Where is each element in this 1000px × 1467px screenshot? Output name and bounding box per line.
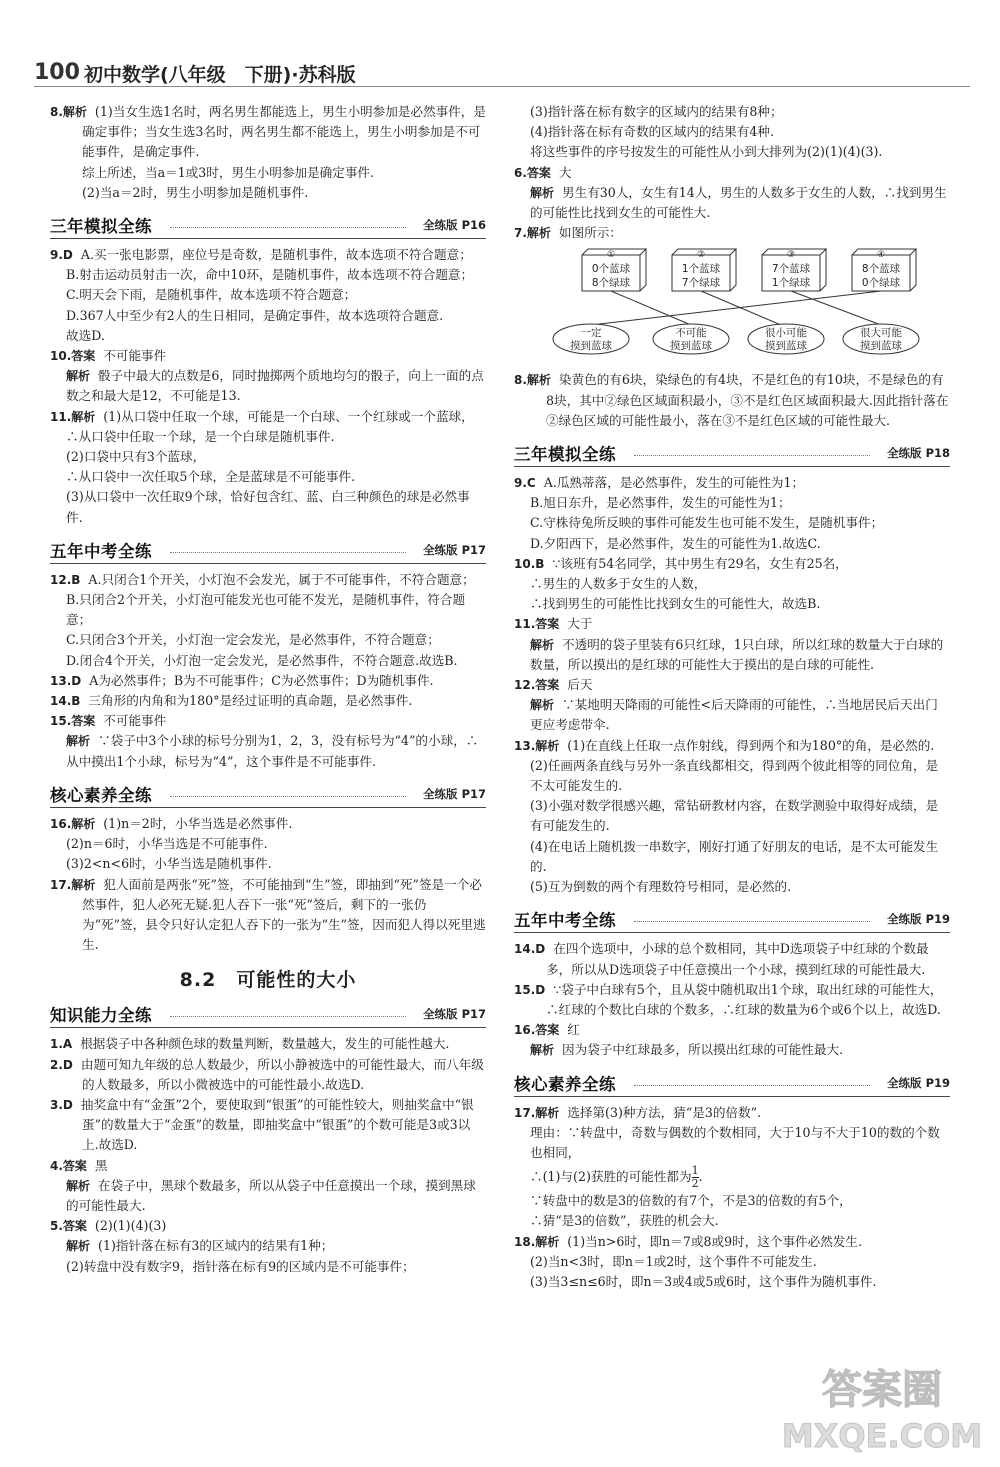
answer-text: 根据袋子中各种颜色球的数量判断，数量越大，发生的可能性越大.: [80, 1036, 450, 1052]
answer-q13: [50, 671, 486, 691]
answer-text: 不透明的袋子里装有6只红球，1只白球，所以红球的数量大于白球的数量，所以摸出的是红球的可能性大于摸出的是白球的可能性.: [530, 636, 944, 672]
oval-line: 摸到蓝球: [670, 340, 712, 353]
answer-text: (1)当n>6时，即n＝7或8或9时，这个事件必然发生.: [567, 1233, 863, 1249]
answer-q14: [50, 691, 486, 711]
analysis-label: 解析: [66, 734, 91, 749]
answer-p1: [50, 1034, 486, 1054]
question-number: 3.D: [50, 1097, 73, 1112]
page-number: 100: [34, 60, 80, 85]
book-title: 初中数学(八年级 下册)·苏科版: [84, 64, 356, 86]
answer-text: (2)当a＝2时，男生小明参加是随机事件.: [82, 184, 309, 200]
answer-text: (5)互为倒数的两个有理数符号相同，是必然的.: [530, 879, 792, 895]
answer-text: 因为袋子中红球最多，所以摸出红球的可能性最大.: [562, 1042, 844, 1058]
answer-text: ∵该班有54名同学，其中男生有29名，女生有25名，: [552, 555, 848, 571]
answer-text: D.夕阳西下，是必然事件，发生的可能性为1.故选C.: [530, 535, 821, 551]
answer-p15: [514, 980, 950, 1020]
answer-p7: [514, 223, 950, 243]
box-label: ③: [786, 250, 796, 261]
answer-text: (3)2<n<6时，小华当选是随机事件.: [66, 856, 272, 872]
question-number: 11.答案: [514, 617, 560, 632]
answer-p9: [514, 473, 950, 554]
answer-p13: [514, 736, 950, 898]
answer-text: 由题可知九年级的总人数最少，所以小静被选中的可能性最大，而八年级的人数最多，所以小微被选中的可能性最小.故选D.: [80, 1056, 484, 1092]
question-number: 11.解析: [50, 409, 96, 424]
oval-line: 摸到蓝球: [765, 340, 807, 353]
answer-text: D.367人中至少有2人的生日相同，是确定事件，故本选项符合题意.: [66, 307, 444, 323]
answer-p18: [514, 1232, 950, 1293]
answer-value: 不可能事件: [103, 713, 167, 729]
analysis-label: 解析: [66, 1239, 91, 1254]
answer-text: 三角形的内角和为180°是经过证明的真命题，是必然事件.: [88, 693, 413, 709]
box-label: ①: [606, 250, 616, 261]
answer-text: C.只闭合3个开关，小灯泡一定会发光，是必然事件，不符合题意；: [66, 632, 440, 648]
section-title: 核心素养全练: [514, 1074, 616, 1094]
section-title: 五年中考全练: [50, 541, 152, 561]
subsection-title: 8.2 可能性的大小: [179, 969, 357, 992]
question-number: 9.D: [50, 248, 73, 263]
answer-text: A为必然事件；B为不可能事件；C为必然事件；D为随机事件.: [89, 672, 434, 688]
oval-1: [553, 324, 629, 354]
question-number: 14.B: [50, 694, 81, 709]
box-line: 8个蓝球: [861, 263, 901, 276]
box-line: 0个绿球: [861, 277, 901, 290]
fraction-denominator: 2: [691, 1177, 699, 1191]
question-number: 18.解析: [514, 1234, 560, 1249]
section-header: [50, 212, 486, 239]
answer-text: (2)当n<3时，即n＝1或2时，这个事件不可能发生.: [530, 1253, 817, 1269]
answer-text: (1)从口袋中任取一个球，可能是一个白球、一个红球或一个蓝球，: [103, 408, 474, 424]
left-column: [50, 102, 486, 1277]
question-number: 4.答案: [50, 1158, 87, 1173]
answer-text: ∴(1)与(2)获胜的可能性都为: [530, 1169, 692, 1185]
question-number: 12.答案: [514, 678, 560, 693]
answer-text: (1)指针落在标有3的区域内的结果有1种；: [98, 1238, 334, 1254]
watermark-url: MXQE.COM: [781, 1417, 982, 1455]
answer-p14: [514, 939, 950, 979]
answer-text: 选择第(3)种方法，猜“是3的倍数”.: [567, 1104, 762, 1120]
answer-p17: [514, 1103, 950, 1232]
box-line: 7个绿球: [681, 277, 721, 290]
section-title: 核心素养全练: [50, 785, 152, 805]
fraction-numerator: 1: [691, 1164, 699, 1178]
answer-value: 黑: [94, 1157, 108, 1173]
dotted-leader: [170, 796, 406, 797]
box-1: [582, 249, 646, 291]
answer-text: B.射击运动员射击一次，命中10环，是随机事件，故本选项不符合题意；: [66, 267, 474, 283]
answer-p2: [50, 1055, 486, 1095]
answer-text: (3)当3≤n≤6时，即n＝3或4或5或6时，这个事件为随机事件.: [530, 1273, 877, 1289]
question-number: 17.解析: [514, 1105, 560, 1120]
section-page-ref: 全练版 P17: [419, 1006, 486, 1022]
answer-p6: [514, 163, 950, 224]
question-number: 8.解析: [50, 105, 87, 119]
answer-p11: [514, 614, 950, 675]
answer-p8: [514, 370, 950, 431]
question-number: 5.答案: [50, 1219, 87, 1234]
answer-text: (2)转盘中没有数字9，指针落在标有9的区域内是不可能事件；: [66, 1258, 415, 1274]
answer-value: 红: [567, 1022, 580, 1038]
box-3: [762, 249, 826, 291]
answer-text: ∴男生的人数多于女生的人数，: [530, 576, 707, 592]
answer-text: (3)从口袋中一次任取9个球，恰好包含红、蓝、白三种颜色的球是必然事件.: [66, 489, 470, 525]
answer-q9: [50, 245, 486, 346]
answer-text: A.瓜熟蒂落，是必然事件，发生的可能性为1；: [543, 475, 805, 491]
answer-p3: [50, 1095, 486, 1156]
answer-text: C.明天会下雨，是随机事件，故本选项不符合题意；: [66, 287, 357, 303]
dotted-leader: [170, 1016, 406, 1017]
answer-text: (4)在电话上随机拨一串数字，刚好打通了好朋友的电话，是不太可能发生的.: [530, 838, 939, 874]
answer-q15: [50, 711, 486, 772]
answer-q8: [50, 102, 486, 203]
answer-text: (1)当女生选1名时，两名男生都能选上，男生小明参加是必然事件，是确定事件；当女生选3名时，两名男生都不能选上，男生小明参加是不可能事件，是确定事件.: [82, 104, 486, 160]
analysis-label: 解析: [66, 369, 91, 384]
section-page-ref: 全练版 P19: [883, 1075, 950, 1091]
question-number: 9.C: [514, 476, 536, 491]
watermark-text: 答案圈: [822, 1367, 942, 1413]
answer-text: ∵袋子中3个小球的标号分别为1，2，3，没有标号为“4”的小球，∴从中摸出1个小球，标号为“4”，这个事件是不可能事件.: [66, 733, 479, 769]
section-header: [50, 1001, 486, 1028]
oval-line: 摸到蓝球: [860, 340, 902, 353]
answer-text: (4)指针落在标有奇数的区域内的结果有4种.: [530, 124, 774, 140]
answer-text: 在四个选项中，小球的总个数相同，其中D选项袋子中红球的个数最多，所以从D选项袋子中任意摸出一个小球，摸到红球的可能性最大.: [546, 941, 929, 977]
answer-value: 大: [558, 164, 572, 180]
dotted-leader: [170, 552, 406, 553]
question-number: 14.D: [514, 942, 546, 957]
section-page-ref: 全练版 P18: [883, 445, 950, 461]
answer-text: C.守株待兔所反映的事件可能发生也可能不发生，是随机事件；: [530, 515, 884, 531]
page-header: [34, 54, 970, 100]
answer-text: B.旭日东升，是必然事件，发生的可能性为1；: [530, 495, 791, 511]
answer-value: 后天: [567, 677, 593, 693]
answer-text: (1)在直线上任取一点作射线，得到两个和为180°的角，是必然的.: [567, 737, 935, 753]
section-header: [50, 781, 486, 808]
oval-line: 很大可能: [860, 327, 902, 340]
question-number: 13.解析: [514, 738, 560, 753]
question-number: 8.解析: [514, 373, 551, 388]
answer-text: 抽奖盒中有“金蛋”2个，要使取到“银蛋”的可能性较大，则抽奖盒中“银蛋”的数量大于“金蛋”的数量，即抽奖盒中“银蛋”的个数可能是3或3以上.故选D.: [80, 1096, 474, 1153]
answer-text: ∵某地明天降雨的可能性<后天降雨的可能性，∴当地居民后天出门更应考虑带伞.: [530, 697, 938, 733]
answer-value: (2)(1)(4)(3): [94, 1218, 167, 1234]
question-number: 7.解析: [514, 226, 551, 241]
answer-p10: [514, 554, 950, 615]
analysis-label: 解析: [66, 1178, 91, 1193]
answer-text: (3)指针落在标有数字的区域内的结果有8种；: [530, 104, 783, 119]
oval-line: 摸到蓝球: [570, 340, 612, 353]
answer-text: ∴从口袋中任取一个球，是一个白球是随机事件.: [66, 428, 335, 444]
box-line: 1个绿球: [771, 277, 811, 290]
section-header: [514, 906, 950, 933]
dotted-leader: [634, 921, 870, 922]
oval-line: 很小可能: [765, 327, 807, 340]
answer-text: 在袋子中，黑球个数最多，所以从袋子中任意摸出一个球，摸到黑球的可能性最大.: [66, 1177, 476, 1213]
answer-text: 犯人面前是两张“死”签，不可能抽到“生”签，即抽到“死”签是一个必然事件，犯人必死无疑.犯人吞下一张“死”签后，剩下的一张仍为“死”签，县令只好认定犯人吞下的一张为“生”签，因而犯人得以死里逃生.: [82, 876, 486, 953]
answer-q16: [50, 814, 486, 875]
section-header: [514, 1070, 950, 1097]
oval-line: 不可能: [675, 327, 707, 340]
oval-4: [843, 324, 919, 354]
answer-text: A.买一张电影票，座位号是奇数，是随机事件，故本选项不符合题意；: [80, 247, 472, 263]
box-line: 0个蓝球: [591, 263, 631, 276]
box-line: 8个绿球: [591, 277, 631, 290]
answer-text: .: [698, 1169, 703, 1185]
analysis-label: 解析: [530, 185, 555, 200]
answer-q17: [50, 875, 486, 956]
answer-p5-continued: [514, 102, 950, 163]
oval-2: [653, 324, 729, 354]
matching-diagram: [546, 247, 950, 366]
answer-p16: [514, 1020, 950, 1060]
answer-text: (1)n＝2时，小华当选是必然事件.: [103, 815, 293, 831]
answer-value: 不可能事件: [103, 348, 167, 364]
answer-text: 故选D.: [66, 327, 105, 343]
matching-diagram-svg: [546, 247, 936, 363]
answer-text: D.闭合4个开关，小灯泡一定会发光，是必然事件，不符合题意.故选B.: [66, 652, 458, 668]
answer-p5: [50, 1216, 486, 1277]
answer-text: ∴猜“是3的倍数”，获胜的机会大.: [530, 1213, 719, 1229]
box-line: 1个蓝球: [681, 263, 721, 276]
question-number: 17.解析: [50, 877, 96, 892]
answer-text: (3)小强对数学很感兴趣，常钻研教材内容，在数学测验中取得好成绩，是有可能发生的.: [530, 798, 939, 834]
dotted-leader: [170, 227, 406, 228]
box-label: ④: [876, 250, 886, 261]
answer-p4: [50, 1156, 486, 1217]
box-2: [672, 249, 736, 291]
answer-text: 骰子中最大的点数是6，同时抛掷两个质地均匀的骰子，向上一面的点数之和最大是12，不可能是13.: [66, 368, 484, 404]
dotted-leader: [634, 455, 870, 456]
section-page-ref: 全练版 P17: [419, 786, 486, 802]
answer-value: 大于: [567, 616, 593, 632]
section-title: 五年中考全练: [514, 911, 616, 931]
section-page-ref: 全练版 P16: [419, 217, 486, 233]
answer-text: A.只闭合1个开关，小灯泡不会发光，属于不可能事件，不符合题意；: [88, 571, 475, 587]
question-number: 16.答案: [514, 1023, 560, 1038]
box-line: 7个蓝球: [771, 263, 811, 276]
answer-text: (2)任画两条直线与另外一条直线都相交，得到两个彼此相等的同位角，是不太可能发生的.: [530, 757, 939, 794]
answer-text: ∴从口袋中一次任取5个球，全是蓝球是不可能事件.: [66, 469, 356, 485]
section-page-ref: 全练版 P19: [883, 911, 950, 927]
watermark-logo: [772, 1351, 982, 1461]
header-rule: [34, 86, 970, 87]
watermark-svg: [772, 1351, 982, 1461]
answer-text: 理由：∵转盘中，奇数与偶数的个数相同，大于10与不大于10的数的个数也相同，: [530, 1124, 940, 1160]
question-number: 13.D: [50, 673, 82, 688]
answer-text: 如图所示：: [558, 225, 622, 241]
question-number: 12.B: [50, 572, 81, 587]
answer-text: ∴找到男生的可能性比找到女生的可能性大，故选B.: [530, 596, 821, 612]
question-number: 6.答案: [514, 165, 551, 180]
section-title: 知识能力全练: [50, 1006, 152, 1026]
answer-text: 综上所述，当a＝1或3时，男生小明参加是确定事件.: [82, 164, 375, 180]
answer-text: 男生有30人，女生有14人，男生的人数多于女生的人数，∴找到男生的可能性比找到女生的可能性大.: [530, 184, 947, 221]
right-column: [514, 102, 950, 1292]
analysis-label: 解析: [530, 698, 555, 713]
answer-q10: [50, 346, 486, 407]
section-header: [50, 537, 486, 564]
section-title: 三年模拟全练: [514, 445, 616, 465]
answer-q12: [50, 570, 486, 671]
fraction: [692, 1165, 699, 1190]
answer-p12: [514, 675, 950, 736]
answer-text: (2)n＝6时，小华当选是不可能事件.: [66, 836, 268, 852]
analysis-label: 解析: [530, 1043, 555, 1058]
answer-text: 将这些事件的序号按发生的可能性从小到大排列为(2)(1)(4)(3).: [530, 144, 883, 160]
oval-line: 一定: [580, 327, 602, 340]
box-label: ②: [696, 250, 706, 261]
answer-text: ∵转盘中的数是3的倍数的有7个，不是3的倍数的有5个，: [530, 1193, 852, 1209]
analysis-label: 解析: [530, 637, 555, 652]
answer-text: 染黄色的有6块，染绿色的有4块，不是红色的有10块，不是绿色的有8块，其中②绿色区域面积最小，③不是红色区域面积最大.因此指针落在②绿色区域的可能性最小，落在③不是红色区域的可能性最大.: [546, 372, 949, 428]
fraction-line: [514, 1163, 950, 1191]
section-header: [514, 440, 950, 467]
dotted-leader: [634, 1085, 870, 1086]
question-number: 1.A: [50, 1037, 73, 1052]
question-number: 15.答案: [50, 714, 96, 729]
question-number: 10.B: [514, 556, 545, 571]
answer-text: (2)口袋中只有3个蓝球，: [66, 449, 206, 465]
connector-lines: [591, 291, 881, 325]
answer-q11: [50, 407, 486, 528]
answer-text: B.只闭合2个开关，小灯泡可能发光也可能不发光，是随机事件，符合题意；: [66, 592, 466, 628]
section-title: 三年模拟全练: [50, 217, 152, 237]
box-4: [852, 249, 916, 291]
oval-3: [748, 324, 824, 354]
answer-text: ∵袋子中白球有5个，且从袋中随机取出1个球，取出红球的可能性大，∴红球的个数比白球的个数多，∴红球的数量为6个或6个以上，故选D.: [546, 981, 943, 1017]
section-page-ref: 全练版 P17: [419, 542, 486, 558]
question-number: 10.答案: [50, 349, 96, 364]
question-number: 16.解析: [50, 816, 96, 831]
question-number: 2.D: [50, 1057, 73, 1072]
question-number: 15.D: [514, 982, 546, 997]
